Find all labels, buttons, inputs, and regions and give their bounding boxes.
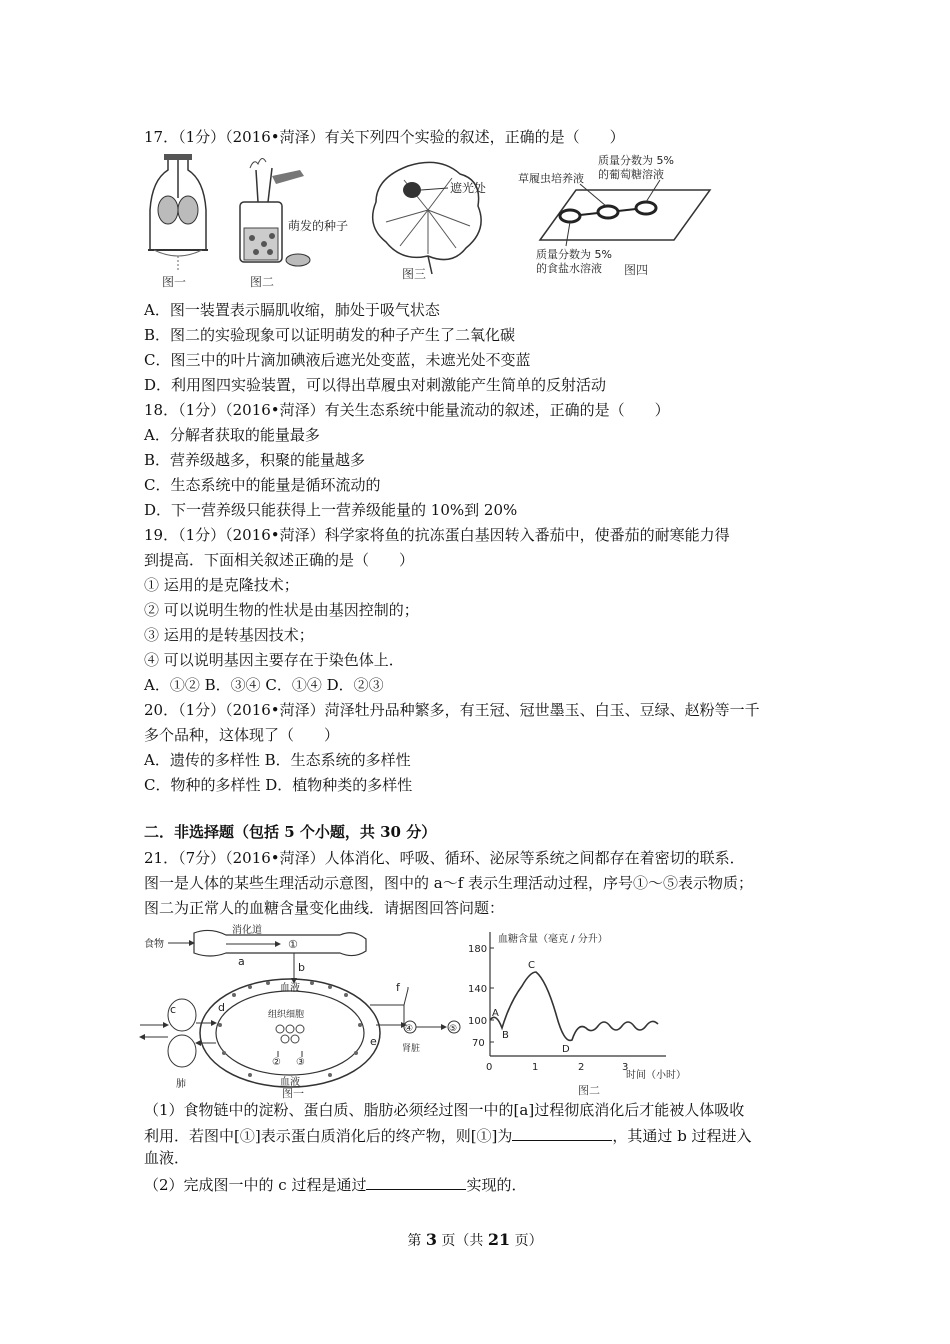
q21-part1-text-a: 利用．若图中[①]表示蛋白质消化后的终产物，则[①]为 <box>144 1127 513 1145</box>
fig2-caption: 图二 <box>250 275 275 289</box>
point-a: A <box>492 1008 499 1019</box>
q17-option-d: D．利用图四实验装置，可以得出草履虫对刺激能产生简单的反射活动 <box>144 376 607 394</box>
answer-blank-2[interactable] <box>366 1173 466 1190</box>
process-b: b <box>298 961 305 974</box>
q18-option-b: B．营养级越多，积聚的能量越多 <box>144 451 366 469</box>
fig3-label: 遮光处 <box>450 181 487 195</box>
ytick-180: 180 <box>468 944 488 955</box>
q19-item-1: ① 运用的是克隆技术； <box>144 576 299 594</box>
substance-5: ⑤ <box>449 1024 458 1034</box>
q20-stem-line-2: 多个品种，这体现了（ ） <box>144 726 340 744</box>
q20-stem-line-1: 20．（1分）（2016•菏泽）菏泽牡丹品种繁多，有王冠、冠世墨玉、白玉、豆绿、赵粉等一千 <box>144 701 760 719</box>
footer-page-number: 3 <box>425 1230 437 1249</box>
answer-blank-1[interactable] <box>512 1124 612 1141</box>
ytick-100: 100 <box>468 1016 488 1027</box>
process-c: c <box>170 1003 177 1016</box>
xtick-0: 0 <box>486 1062 493 1073</box>
q21-part1-line-2 <box>144 1124 752 1146</box>
substance-1: ① <box>288 938 298 951</box>
xtick-3: 3 <box>622 1062 629 1073</box>
fig3-caption: 图三 <box>402 267 427 281</box>
q21-stem-line-1: 21．（7分）（2016•菏泽）人体消化、呼吸、循环、泌尿等系统之间都存在着密切的联系． <box>144 849 745 867</box>
lung-label: 肺 <box>176 1079 186 1090</box>
q21-part2 <box>144 1173 527 1195</box>
q19-stem-line-2: 到提高．下面相关叙述正确的是（ ） <box>144 551 415 569</box>
kidney-label: 肾脏 <box>402 1044 421 1054</box>
xtick-2: 2 <box>578 1062 585 1073</box>
substance-3: ③ <box>296 1057 305 1068</box>
food-label: 食物 <box>144 939 164 950</box>
y-axis-label: 血糖含量（毫克 / 分升） <box>498 934 608 945</box>
x-axis-label: 时间（小时） <box>626 1070 686 1081</box>
ytick-140: 140 <box>468 984 488 995</box>
tissue-cells-label: 组织细胞 <box>268 1010 305 1020</box>
process-f: f <box>396 981 400 994</box>
xtick-1: 1 <box>532 1062 539 1073</box>
lung-lower <box>168 1035 196 1067</box>
footer-pre: 第 <box>407 1233 426 1249</box>
q18-option-c: C．生态系统中的能量是循环流动的 <box>144 476 381 494</box>
digestive-tract <box>194 930 366 956</box>
ytick-70: 70 <box>472 1038 485 1049</box>
fig4-right-label-1: 质量分数为 5% <box>598 154 674 167</box>
point-d: D <box>562 1044 570 1055</box>
page-footer <box>0 1230 950 1250</box>
q21-part1-line-1: （1）食物链中的淀粉、蛋白质、脂肪必须经过图一中的[a]过程彻底消化后才能被人体吸收 <box>144 1101 745 1119</box>
point-c: C <box>528 960 535 971</box>
fig3-leaf <box>373 162 486 281</box>
fig4-slide <box>518 153 710 277</box>
fig1-caption: 图一 <box>162 275 187 289</box>
q18-option-d: D．下一营养级只能获得上一营养级能量的 10%到 20% <box>144 501 518 519</box>
process-a: a <box>238 955 245 968</box>
q17-option-c: C．图三中的叶片滴加碘液后遮光处变蓝，未遮光处不变蓝 <box>144 351 531 369</box>
q18-option-a: A．分解者获取的能量最多 <box>144 426 320 444</box>
q19-stem-line-1: 19．（1分）（2016•菏泽）科学家将鱼的抗冻蛋白基因转入番茄中，使番茄的耐寒能力得 <box>144 526 730 544</box>
q21-part2-text-b: 实现的． <box>466 1176 527 1194</box>
substance-2: ② <box>272 1057 281 1068</box>
substance-4: ④ <box>405 1024 414 1034</box>
q17-option-b: B．图二的实验现象可以证明萌发的种子产生了二氧化碳 <box>144 326 516 344</box>
q21-part1-line-3: 血液． <box>144 1149 190 1167</box>
q21-part1-text-b: ，其通过 b 过程进入 <box>612 1127 752 1145</box>
q17-figures <box>140 150 720 290</box>
q20-options-line-1: A．遗传的多样性 B．生态系统的多样性 <box>144 751 411 769</box>
q17-stem: 17．（1分）（2016•菏泽）有关下列四个实验的叙述，正确的是（ ） <box>144 128 625 146</box>
footer-total-pages: 21 <box>487 1230 511 1249</box>
fig1-caption: 图一 <box>282 1087 304 1100</box>
fig4-bottom-label-2: 的食盐水溶液 <box>536 262 602 275</box>
section-2-title: 二．非选择题（包括 5 个小题，共 30 分） <box>144 823 437 841</box>
fig2-seed-jar <box>240 158 348 289</box>
blood-bottom-label: 血液 <box>280 1077 300 1088</box>
point-b: B <box>502 1030 509 1041</box>
footer-mid: 页（共 <box>436 1233 488 1249</box>
q19-options: A．①② B．③④ C．①④ D．②③ <box>144 676 384 694</box>
process-e: e <box>370 1035 377 1048</box>
q19-item-3: ③ 运用的是转基因技术； <box>144 626 314 644</box>
fig2-label: 萌发的种子 <box>288 219 349 233</box>
fig2-caption: 图二 <box>578 1084 600 1097</box>
footer-post: 页） <box>510 1233 543 1249</box>
q21-fig1-diagram <box>140 925 470 1100</box>
fig4-right-label-2: 的葡萄糖溶液 <box>598 168 664 181</box>
q21-part2-text-a: （2）完成图一中的 c 过程是通过 <box>144 1176 367 1194</box>
q19-item-2: ② 可以说明生物的性状是由基因控制的； <box>144 601 419 619</box>
blood-sugar-curve <box>490 972 658 1040</box>
q18-stem: 18．（1分）（2016•菏泽）有关生态系统中能量流动的叙述，正确的是（ ） <box>144 401 670 419</box>
process-d: d <box>218 1001 225 1014</box>
blood-top-label: 血液 <box>280 983 300 994</box>
q20-options-line-2: C．物种的多样性 D．植物种类的多样性 <box>144 776 413 794</box>
q21-stem-line-3: 图二为正常人的血糖含量变化曲线．请据图回答问题： <box>144 899 505 917</box>
q17-option-a: A．图一装置表示膈肌收缩，肺处于吸气状态 <box>144 301 440 319</box>
q21-fig2-chart <box>466 928 686 1097</box>
fig4-bottom-label-1: 质量分数为 5% <box>536 248 612 261</box>
fig4-top-label: 草履虫培养液 <box>518 172 584 185</box>
q21-stem-line-2: 图一是人体的某些生理活动示意图，图中的 a～f 表示生理活动过程，序号①～⑤表示物质； <box>144 874 754 892</box>
fig1-bell-jar <box>148 154 208 289</box>
tract-label: 消化道 <box>232 925 262 936</box>
q19-item-4: ④ 可以说明基因主要存在于染色体上． <box>144 651 404 669</box>
fig4-caption: 图四 <box>624 263 649 277</box>
